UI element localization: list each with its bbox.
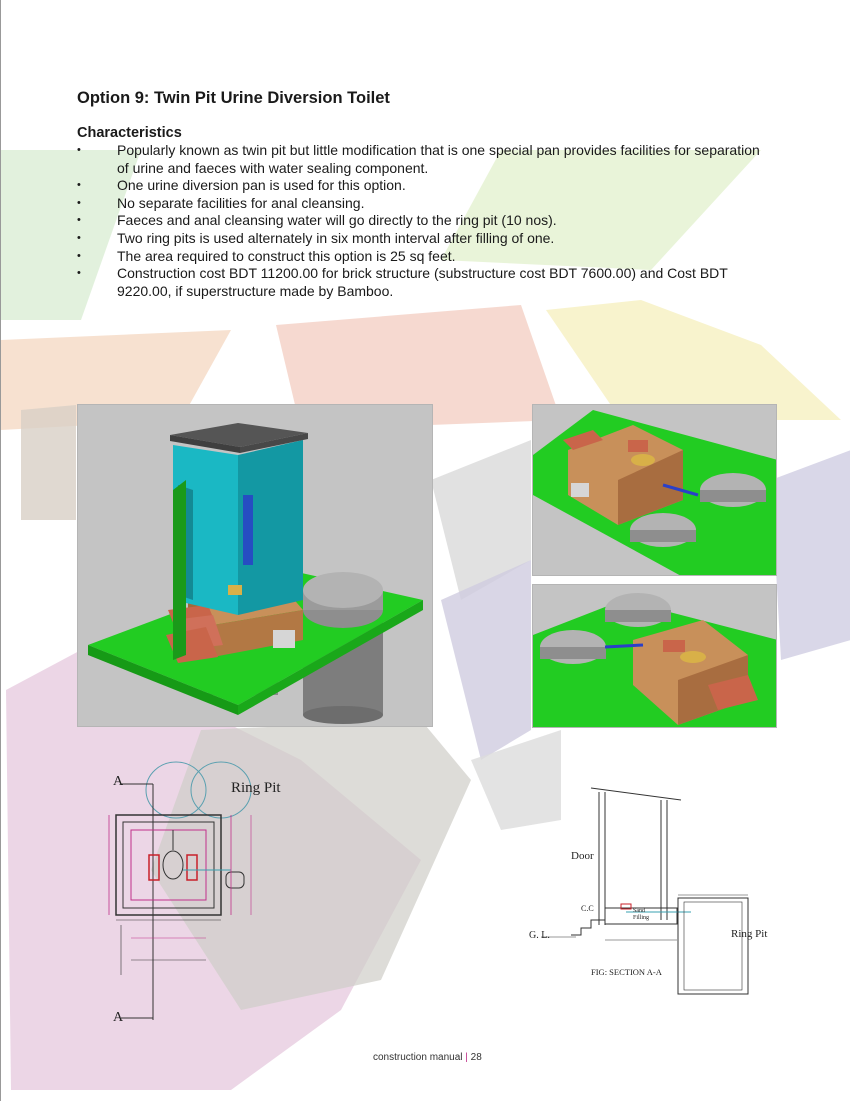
section-caption: FIG: SECTION A-A bbox=[591, 967, 662, 977]
footer-page-number: 28 bbox=[470, 1052, 482, 1063]
bg-shape-lavender bbox=[771, 450, 850, 660]
section-label-door: Door bbox=[571, 850, 594, 862]
page-footer bbox=[373, 1052, 482, 1063]
list-item: • Construction cost BDT 11200.00 for brick structure (substructure cost BDT 7600.00) and Cost BDT 9220.00, if superstructure made by Bamboo. bbox=[77, 265, 767, 300]
render-toilet-superstructure bbox=[77, 404, 433, 727]
plan-svg bbox=[101, 760, 421, 1030]
page-title: Option 9: Twin Pit Urine Diversion Toilet bbox=[77, 89, 390, 107]
plan-marker-top: A bbox=[113, 774, 124, 789]
list-item: • Two ring pits is used alternately in six month interval after filling of one. bbox=[77, 230, 767, 248]
footer-separator: | bbox=[465, 1052, 468, 1063]
list-item: • Faeces and anal cleansing water will go directly to the ring pit (10 nos). bbox=[77, 212, 767, 230]
render-pan-pits-view-2 bbox=[532, 584, 777, 728]
section-label-gl: G. L. bbox=[529, 930, 550, 941]
list-item: • Popularly known as twin pit but little modification that is one special pan provides facilities for separation of urine and faeces with water sealing component. bbox=[77, 142, 767, 177]
list-item: • No separate facilities for anal cleansing. bbox=[77, 195, 767, 213]
section-drawing bbox=[521, 780, 791, 1000]
bg-photo-strip bbox=[21, 405, 76, 520]
render-svg bbox=[78, 405, 433, 727]
section-label-filling: Filling bbox=[633, 915, 650, 921]
bg-shape-yellow bbox=[546, 300, 841, 420]
plan-drawing bbox=[101, 760, 421, 1030]
render-svg bbox=[533, 405, 777, 576]
footer-text: construction manual bbox=[373, 1052, 463, 1063]
section-label-sand: Sand bbox=[633, 908, 645, 914]
section-heading: Characteristics bbox=[77, 125, 182, 141]
bg-shape-purple bbox=[441, 560, 531, 760]
list-item: • The area required to construct this option is 25 sq feet. bbox=[77, 248, 767, 266]
characteristics-list bbox=[77, 142, 767, 300]
list-item: • One urine diversion pan is used for this option. bbox=[77, 177, 767, 195]
section-label-ring-pit: Ring Pit bbox=[731, 928, 768, 940]
section-label-cc: C.C bbox=[581, 904, 594, 913]
render-svg bbox=[533, 585, 777, 728]
plan-label-ring-pit: Ring Pit bbox=[231, 780, 281, 796]
plan-marker-bottom: A bbox=[113, 1010, 124, 1025]
render-pan-pits-view-1 bbox=[532, 404, 777, 576]
